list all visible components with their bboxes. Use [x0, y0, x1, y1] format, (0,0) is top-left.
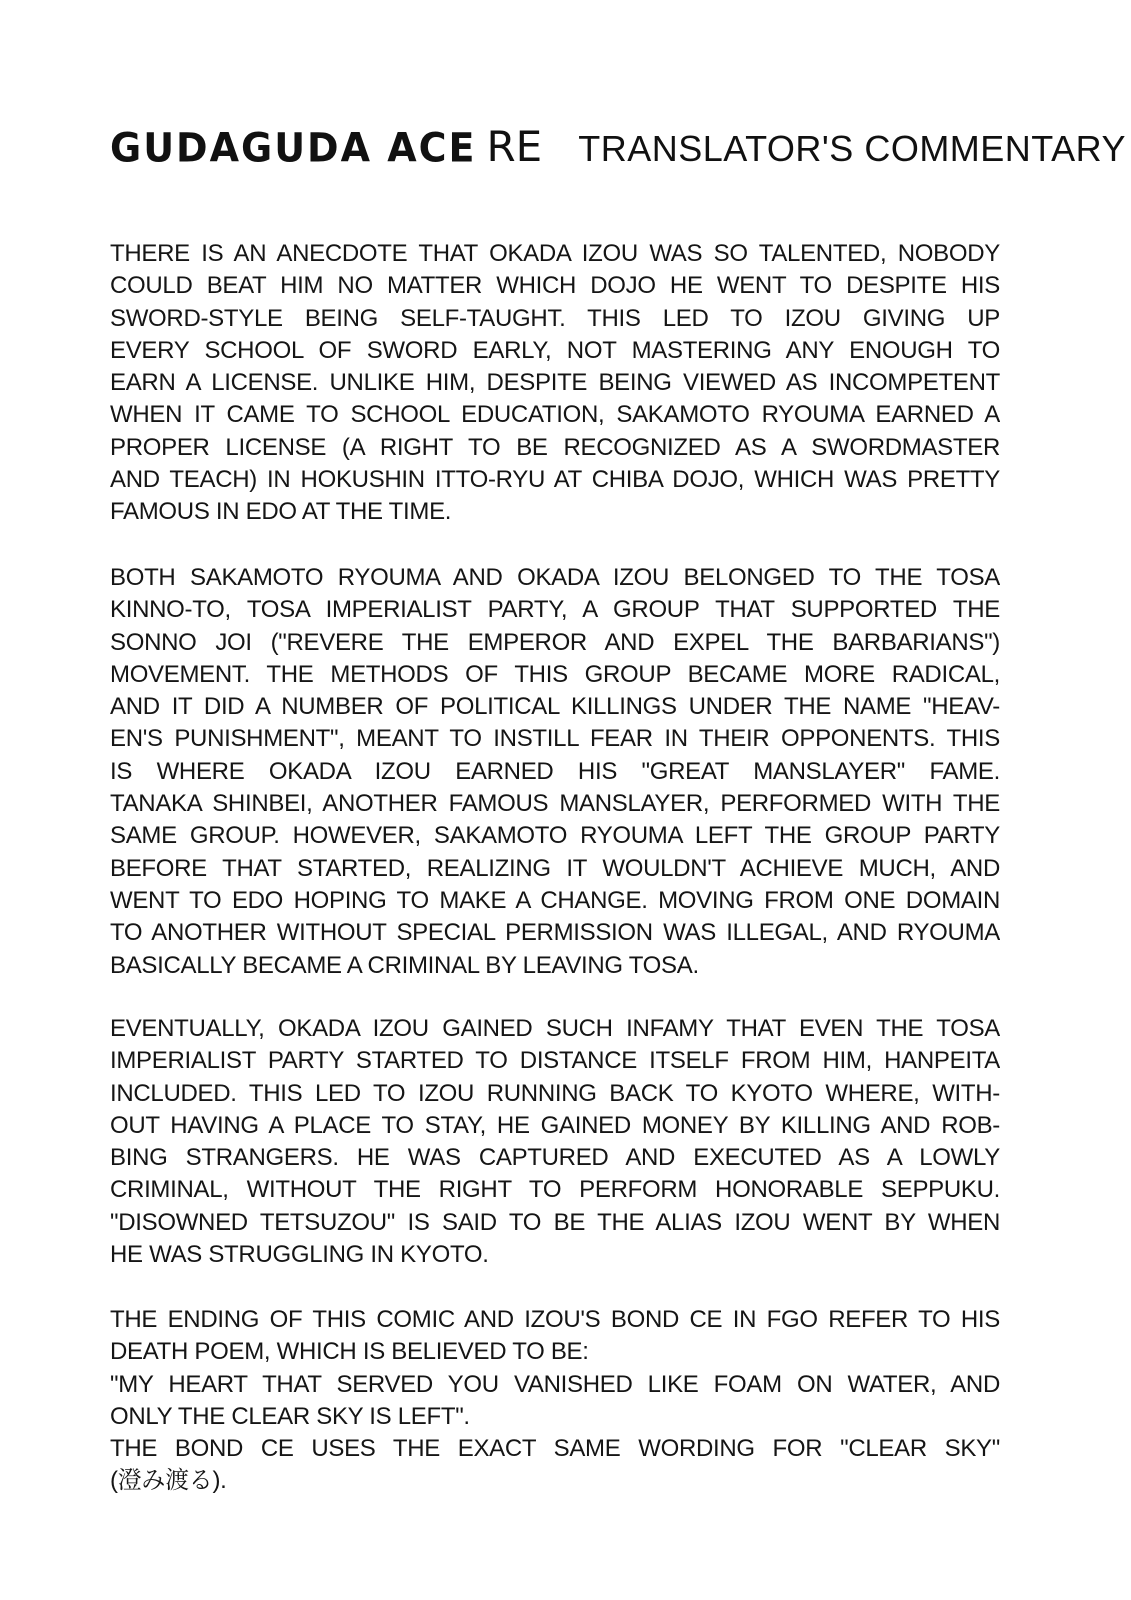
text-line: SONNO JOI ("REVERE THE EMPEROR AND EXPEL THE BARBARIANS"): [110, 628, 1000, 656]
text-line: EVERY SCHOOL OF SWORD EARLY, NOT MASTERING ANY ENOUGH TO: [110, 336, 1000, 364]
text-line: BOTH SAKAMOTO RYOUMA AND OKADA IZOU BELONGED TO THE TOSA: [110, 564, 1000, 591]
text-line: SAME GROUP. HOWEVER, SAKAMOTO RYOUMA LEFT THE GROUP PARTY: [110, 822, 1000, 850]
text-line: PROPER LICENSE (A RIGHT TO BE RECOGNIZED AS A SWORDMASTER: [110, 433, 1000, 461]
text-line: IS WHERE OKADA IZOU EARNED HIS "GREAT MANSLAYER" FAME.: [110, 757, 1000, 785]
text-line: OUT HAVING A PLACE TO STAY, HE GAINED MONEY BY KILLING AND ROB-: [110, 1111, 1000, 1139]
text-line: WHEN IT CAME TO SCHOOL EDUCATION, SAKAMOTO RYOUMA EARNED A: [110, 401, 1000, 429]
text-line: BEFORE THAT STARTED, REALIZING IT WOULDN'T ACHIEVE MUCH, AND: [110, 854, 1000, 882]
series-logo: GUDAGUDA ACE: [110, 124, 477, 172]
text-line: AND TEACH) IN HOKUSHIN ITTO-RYU AT CHIBA DOJO, WHICH WAS PRETTY: [110, 466, 1000, 494]
page-title: TRANSLATOR'S COMMENTARY: [578, 128, 1126, 169]
text-line: BASICALLY BECAME A CRIMINAL BY LEAVING TOSA.: [110, 951, 699, 979]
text-line: TANAKA SHINBEI, ANOTHER FAMOUS MANSLAYER, PERFORMED WITH THE: [110, 790, 1000, 818]
text-line: DEATH POEM, WHICH IS BELIEVED TO BE:: [110, 1338, 589, 1366]
paragraph-2: [110, 562, 1000, 982]
paragraph-3: [110, 1013, 1000, 1271]
series-logo-suffix: RE: [486, 122, 543, 171]
text-line: SWORD-STYLE BEING SELF-TAUGHT. THIS LED TO IZOU GIVING UP: [110, 304, 1000, 332]
text-line: CRIMINAL, WITHOUT THE RIGHT TO PERFORM HONORABLE SEPPUKU.: [110, 1176, 1000, 1204]
text-line: HE WAS STRUGGLING IN KYOTO.: [110, 1241, 489, 1269]
text-line: THE BOND CE USES THE EXACT SAME WORDING FOR "CLEAR SKY": [110, 1435, 1000, 1463]
text-line: EARN A LICENSE. UNLIKE HIM, DESPITE BEING VIEWED AS INCOMPETENT: [110, 369, 1000, 397]
page-header: [110, 122, 1126, 172]
text-line: WENT TO EDO HOPING TO MAKE A CHANGE. MOVING FROM ONE DOMAIN: [110, 886, 1000, 914]
text-line: KINNO-TO, TOSA IMPERIALIST PARTY, A GROUP THAT SUPPORTED THE: [110, 596, 1000, 624]
text-line: (澄み渡る).: [110, 1467, 227, 1495]
text-line: ONLY THE CLEAR SKY IS LEFT".: [110, 1402, 470, 1430]
text-line: THERE IS AN ANECDOTE THAT OKADA IZOU WAS SO TALENTED, NOBODY: [110, 240, 1000, 267]
text-line: TO ANOTHER WITHOUT SPECIAL PERMISSION WAS ILLEGAL, AND RYOUMA: [110, 919, 1000, 947]
text-line: "DISOWNED TETSUZOU" IS SAID TO BE THE ALIAS IZOU WENT BY WHEN: [110, 1208, 1000, 1236]
text-line: "MY HEART THAT SERVED YOU VANISHED LIKE FOAM ON WATER, AND: [110, 1370, 1000, 1398]
text-line: AND IT DID A NUMBER OF POLITICAL KILLINGS UNDER THE NAME "HEAV-: [110, 693, 1000, 721]
text-line: IMPERIALIST PARTY STARTED TO DISTANCE ITSELF FROM HIM, HANPEITA: [110, 1047, 1000, 1075]
paragraph-4: [110, 1304, 1000, 1498]
text-line: EVENTUALLY, OKADA IZOU GAINED SUCH INFAMY THAT EVEN THE TOSA: [110, 1015, 1000, 1042]
paragraph-1: [110, 238, 1000, 529]
text-line: FAMOUS IN EDO AT THE TIME.: [110, 498, 452, 526]
text-line: COULD BEAT HIM NO MATTER WHICH DOJO HE WENT TO DESPITE HIS: [110, 272, 1000, 300]
text-line: THE ENDING OF THIS COMIC AND IZOU'S BOND CE IN FGO REFER TO HIS: [110, 1306, 1000, 1333]
text-line: EN'S PUNISHMENT", MEANT TO INSTILL FEAR IN THEIR OPPONENTS. THIS: [110, 725, 1000, 753]
text-line: INCLUDED. THIS LED TO IZOU RUNNING BACK TO KYOTO WHERE, WITH-: [110, 1079, 1000, 1107]
text-line: MOVEMENT. THE METHODS OF THIS GROUP BECAME MORE RADICAL,: [110, 660, 1000, 688]
text-line: BING STRANGERS. HE WAS CAPTURED AND EXECUTED AS A LOWLY: [110, 1144, 1000, 1172]
